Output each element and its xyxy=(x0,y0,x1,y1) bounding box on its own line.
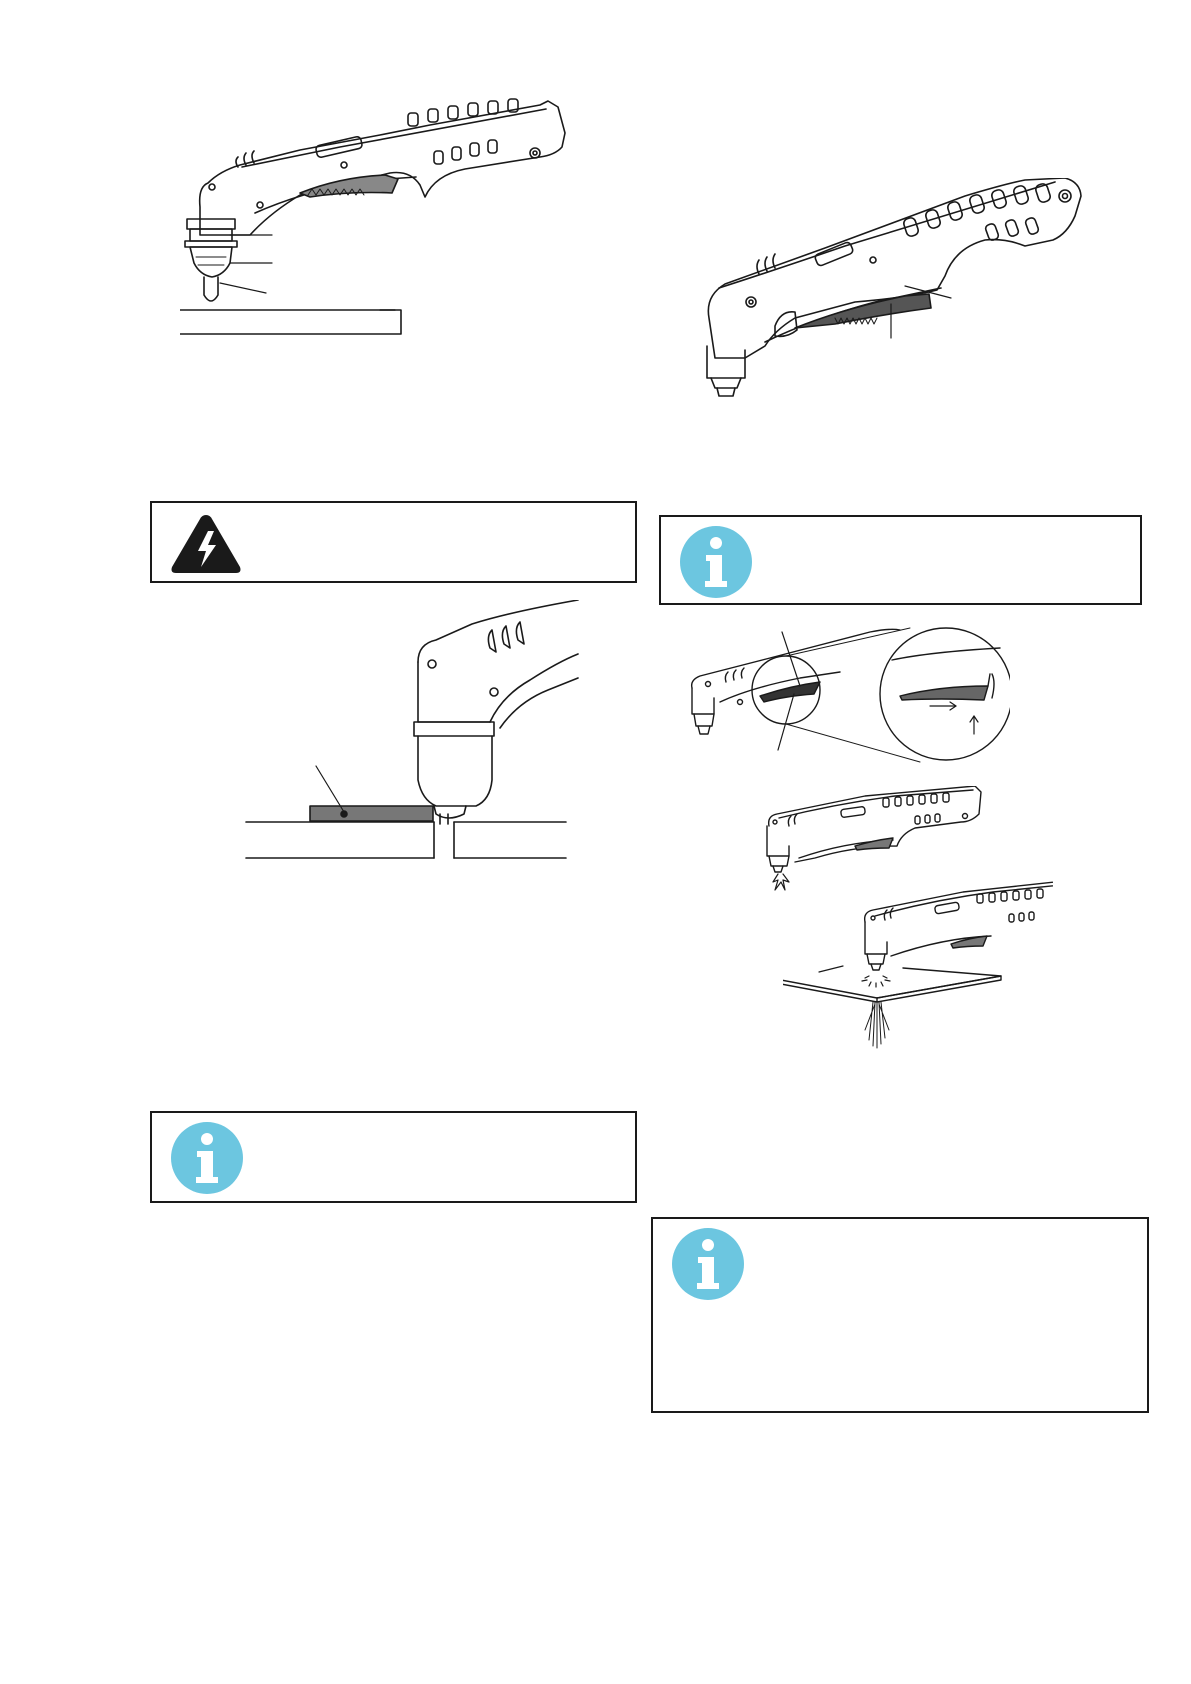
drag-shield-figure xyxy=(240,600,590,875)
torch-side-view-figure xyxy=(180,95,600,365)
warning-notice-box xyxy=(150,501,637,583)
information-icon xyxy=(671,1227,745,1301)
torch-perspective-figure xyxy=(705,178,1105,428)
info-notice-box-1 xyxy=(659,515,1142,605)
information-icon xyxy=(170,1121,244,1195)
information-icon xyxy=(679,525,753,599)
info-notice-box-2 xyxy=(150,1111,637,1203)
torch-piercing-plate-figure xyxy=(783,880,1053,1060)
electric-hazard-warning-icon xyxy=(168,511,244,577)
info-notice-box-3 xyxy=(651,1217,1149,1413)
trigger-safety-detail-figure xyxy=(690,622,1010,772)
